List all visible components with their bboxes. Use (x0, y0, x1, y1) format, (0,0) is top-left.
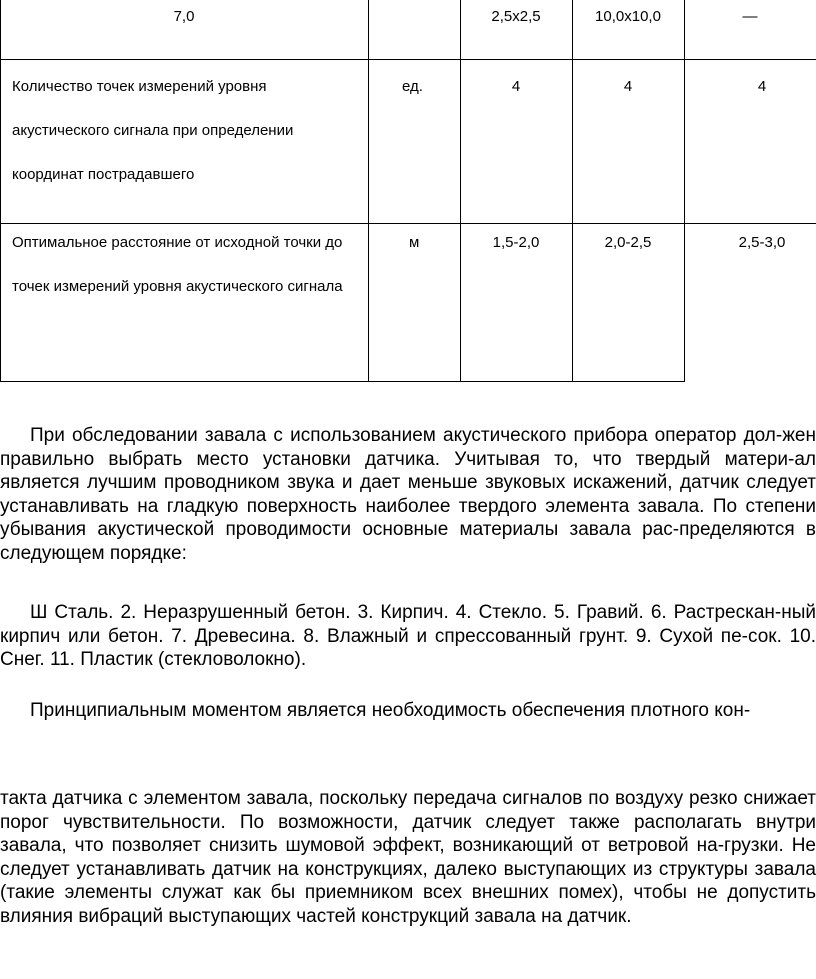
table-cell-v3: — (742, 8, 758, 25)
table-border-left (0, 0, 1, 382)
table-border-bottom (0, 381, 684, 382)
table-cell-param-value: 7,0 (173, 8, 195, 25)
table-cell-v3: 2,5-3,0 (738, 234, 786, 251)
table-cell-v2: 4 (623, 78, 633, 95)
table-column-divider (684, 0, 685, 382)
paragraph-materials-list (0, 601, 816, 672)
table-cell-v3: 4 (757, 78, 767, 95)
table-cell-v1: 1,5-2,0 (492, 234, 540, 251)
table-column-divider (368, 0, 369, 382)
table-cell-v1: 4 (511, 78, 521, 95)
table-cell-param: Количество точек измерений уровня акустического сигнала при определении координат пострадавшего (12, 78, 294, 183)
table-column-divider (572, 0, 573, 382)
table-cell-v1: 2,5х2,5 (491, 8, 541, 25)
materials-list-text: Сталь. 2. Неразрушенный бетон. 3. Кирпич. 4. Стекло. 5. Гравий. 6. Растрескан-ный кирпич или бетон. 7. Древесина. 8. Влажный и спрессованный грунт. 9. Сухой пе-сок. 10. Снег. 11. Пластик (стекловолокно). (0, 602, 816, 670)
table-column-divider (460, 0, 461, 382)
list-marker: Ш (30, 602, 48, 623)
paragraph-contact-intro: Принципиальным моментом является необходимость обеспечения плотного кон- (30, 700, 751, 721)
paragraph-contact-continued: такта датчика с элементом завала, поскольку передача сигналов по воздуху резко снижает порог чувствительности. По возможности, датчик следует также располагать внутри завала, что позволяет снизить шумовой эффект, возникающий от ветровой на-грузки. Не следует устанавливать датчик на конструкциях, далеко выступающих из структуры завала (такие элементы служат как бы приемником всех внешних помех), чтобы не допустить влияния вибраций выступающих частей конструкций завала на датчик. (0, 788, 816, 927)
table-cell-param: Оптимальное расстояние от исходной точки до точек измерений уровня акустического сигнала (12, 234, 343, 295)
table-cell-v2: 10,0х10,0 (595, 8, 661, 25)
paragraph-acoustic-survey: При обследовании завала с использованием акустического прибора оператор дол-жен правильно выбрать место установки датчика. Учитывая то, что твердый матери-ал является лучшим проводником звука и дает меньше звуковых искажений, датчик следует устанавливать на гладкую поверхность наиболее твердого элемента завала. По степени убывания акустической проводимости основные материалы завала рас-пределяются в следующем порядке: (0, 425, 816, 564)
table-cell-unit: ед. (402, 78, 423, 95)
table-cell-unit: м (409, 234, 420, 251)
table-row-divider (0, 59, 816, 60)
table-cell-v2: 2,0-2,5 (604, 234, 652, 251)
parameters-table (0, 0, 816, 382)
